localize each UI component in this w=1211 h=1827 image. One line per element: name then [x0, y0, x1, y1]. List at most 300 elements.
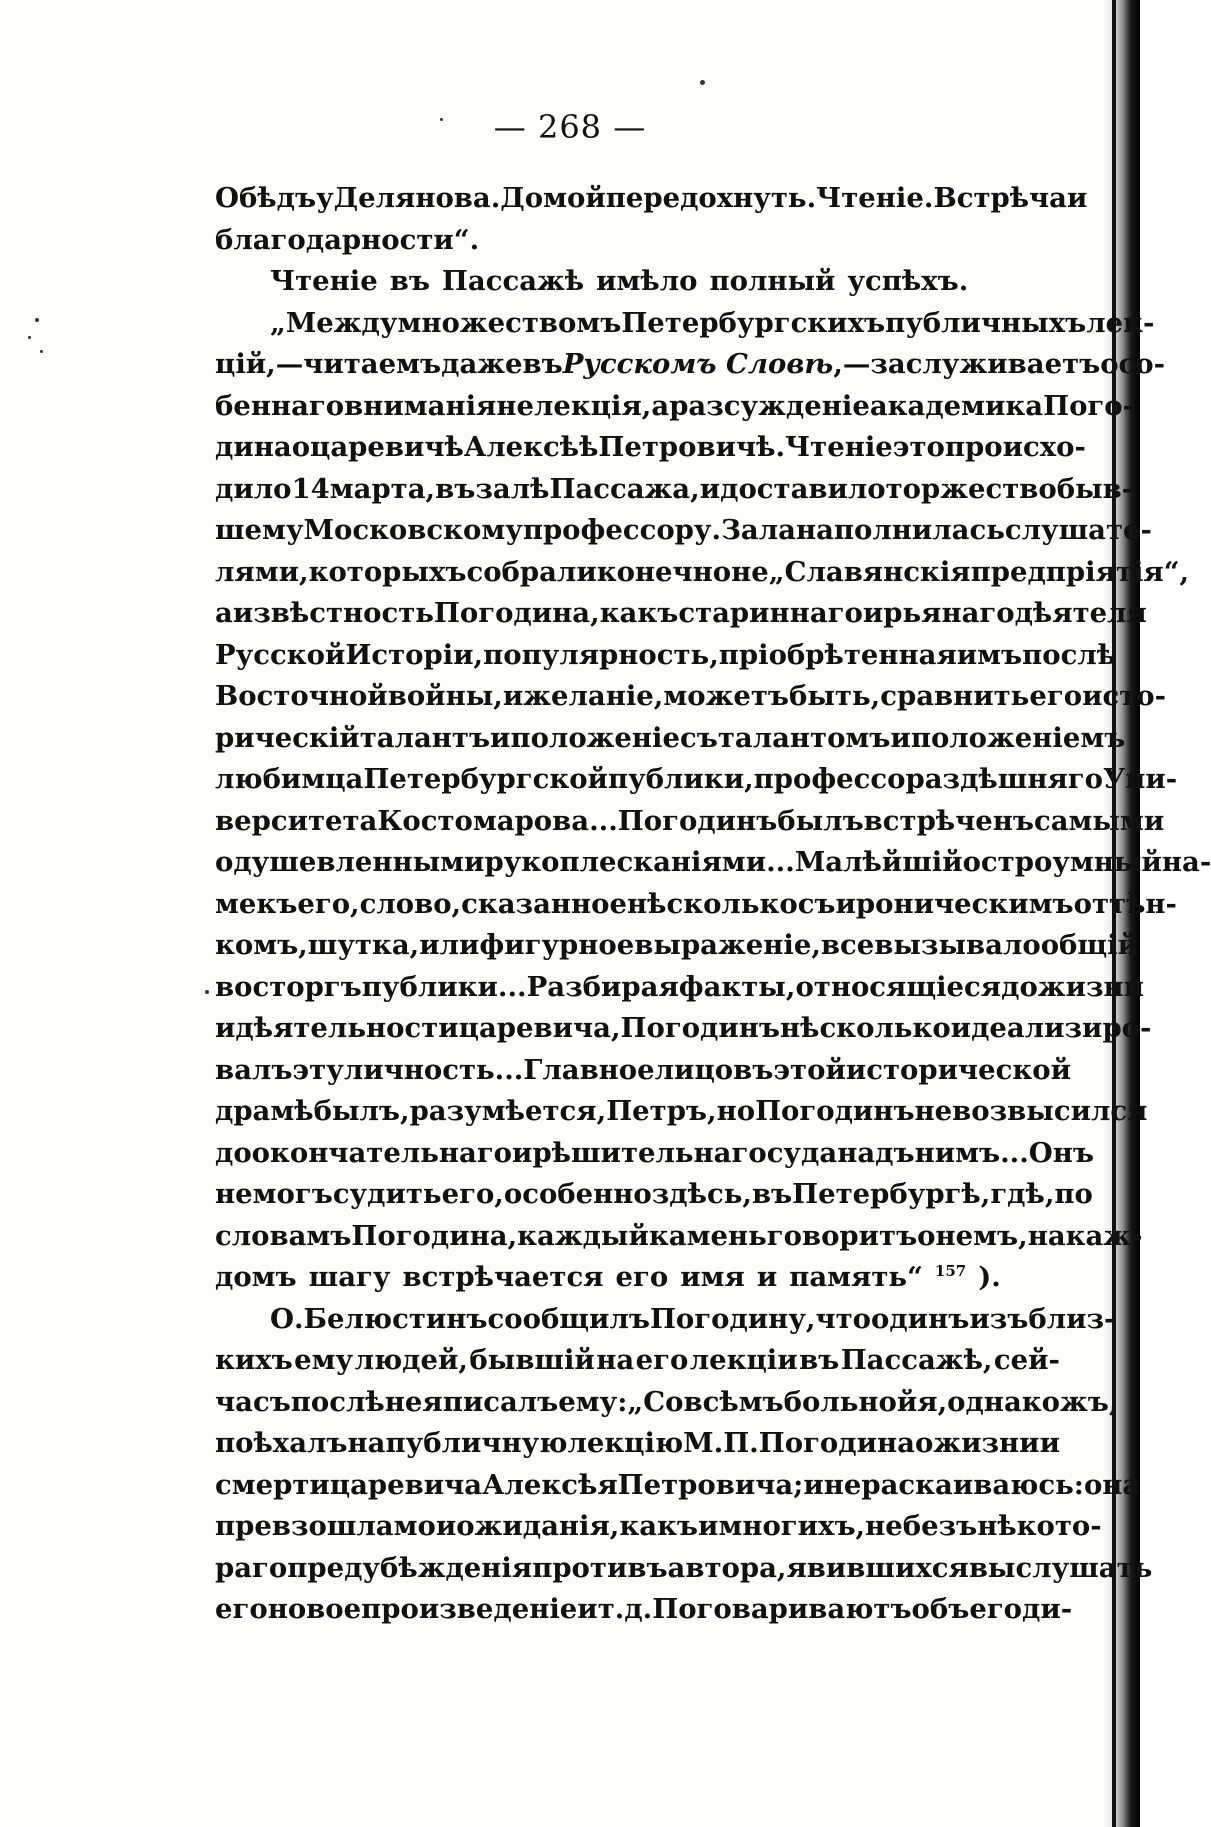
text-line	[215, 718, 1126, 760]
word: у	[316, 182, 334, 214]
word: Исторіи,	[345, 638, 484, 671]
word: на	[347, 1427, 386, 1459]
word: фигурное	[479, 929, 635, 961]
word: Петербургѣ,	[792, 1178, 991, 1210]
word: Домой	[500, 182, 606, 214]
word: надъ	[837, 1136, 915, 1169]
word: популярность,	[483, 638, 719, 671]
word: выраженіе,	[634, 929, 821, 961]
word: и	[803, 1468, 824, 1501]
word: больной	[783, 1385, 918, 1418]
word: любимца	[215, 763, 364, 795]
word: публичныхъ	[885, 306, 1087, 339]
word: лекція,	[533, 389, 652, 422]
word: но	[716, 1095, 756, 1127]
word: лицо	[654, 1053, 734, 1086]
word: о	[914, 1427, 934, 1459]
word: Восточной	[215, 680, 388, 712]
word: немъ,	[935, 1219, 1028, 1252]
word: окончательнаго	[251, 1136, 513, 1169]
word: въ	[435, 472, 476, 505]
word: общій	[1040, 929, 1139, 961]
word: Петербургской	[363, 763, 608, 795]
word: имя	[680, 1261, 745, 1293]
word: о	[917, 1219, 936, 1252]
word: его,	[297, 887, 360, 920]
word: все	[820, 929, 875, 961]
word: исто-	[1082, 680, 1166, 712]
word: съ	[797, 887, 836, 920]
word: и	[502, 680, 524, 712]
text-line	[215, 1423, 1060, 1465]
word: д.	[624, 1593, 653, 1625]
word: сообщилъ	[487, 1302, 650, 1335]
word: стариннаго	[678, 597, 863, 629]
word: публичную	[385, 1427, 568, 1459]
text-line	[215, 1174, 1093, 1216]
word: а	[215, 597, 233, 629]
word: мекъ	[215, 887, 298, 920]
word: здѣшняго	[942, 763, 1103, 795]
word: нѣсколько	[627, 887, 798, 920]
word: Обѣдъ	[215, 182, 317, 214]
text-line	[215, 178, 1088, 220]
word: Погодина,	[433, 597, 600, 629]
word: рѣшительнаго	[532, 1136, 767, 1169]
word: талантомъ	[717, 721, 891, 754]
word: многихъ,	[718, 1510, 866, 1542]
word: встрѣчается	[402, 1261, 604, 1293]
text-line	[215, 427, 1086, 469]
word: происхо-	[944, 431, 1086, 463]
word: Алексѣѣ	[463, 431, 599, 463]
word: факты,	[678, 970, 796, 1003]
text-line	[215, 1257, 1060, 1299]
word: раго	[215, 1551, 288, 1584]
word: дило	[215, 472, 292, 505]
text-line	[215, 759, 1178, 801]
word: и	[862, 597, 884, 629]
word: по	[1054, 1178, 1093, 1210]
word: Погодинъ	[755, 1095, 915, 1127]
word: послѣ	[290, 1385, 385, 1418]
word: Зала	[721, 514, 796, 546]
word: сказанное	[461, 887, 628, 920]
scan-speck	[205, 990, 209, 994]
text-line	[215, 344, 1166, 386]
word: могъ	[252, 1178, 333, 1210]
word: войны,	[387, 680, 503, 712]
word: однакожъ,	[947, 1385, 1119, 1418]
word: П.	[723, 1427, 759, 1459]
word: изъ	[969, 1302, 1029, 1335]
word: ему:	[558, 1385, 628, 1418]
word: Погодина,	[351, 1219, 518, 1252]
word: въ	[389, 265, 430, 297]
word: память“	[789, 1261, 923, 1293]
word: ожиданія,	[456, 1510, 620, 1542]
word: имѣло	[596, 265, 698, 297]
word: лями,	[215, 555, 309, 588]
word: Делянова.	[333, 182, 501, 214]
word: предпріятія“,	[970, 555, 1190, 588]
word: цій,—читаемъ	[215, 348, 442, 380]
word: конечно	[596, 555, 732, 588]
word: каж-	[1065, 1219, 1143, 1252]
word: возвысился	[952, 1095, 1148, 1127]
text-line	[215, 967, 1145, 1009]
word: не	[914, 1095, 953, 1127]
word: безъ	[902, 1510, 978, 1542]
word: публики...	[361, 970, 527, 1003]
word: она	[1083, 1468, 1141, 1501]
word: кихъ	[215, 1344, 293, 1376]
word: лекціи	[689, 1344, 798, 1376]
word: одушевленными	[215, 846, 485, 878]
word: какъ	[619, 1510, 699, 1542]
word: драмѣ	[215, 1095, 314, 1127]
word: нимъ...	[914, 1136, 1029, 1169]
word: шему	[215, 514, 304, 546]
word: Алексѣя	[482, 1468, 618, 1501]
word: въ	[733, 1053, 774, 1086]
word: Петръ,	[606, 1095, 717, 1127]
word: и	[512, 1136, 533, 1169]
word: торжество	[885, 472, 1057, 505]
text-line	[215, 801, 1165, 843]
word: мои	[393, 1510, 457, 1542]
word: превзошла	[215, 1510, 394, 1542]
word: съ	[680, 721, 718, 754]
scan-speck	[35, 318, 39, 322]
word: дѣятельности	[235, 1012, 459, 1044]
word: на	[1027, 1219, 1066, 1252]
word: дѣятеля	[1014, 597, 1147, 629]
word: близ-	[1028, 1302, 1116, 1335]
word: Разбирая	[526, 970, 679, 1003]
word: раскаиваюсь:	[861, 1468, 1084, 1501]
word: залѣ	[475, 472, 550, 505]
word: и	[490, 721, 511, 754]
word: смерти	[215, 1468, 330, 1501]
word: полный	[709, 265, 836, 297]
word: его	[215, 1593, 268, 1625]
word: Малѣйшій	[794, 846, 963, 878]
word: гдѣ,	[990, 1178, 1055, 1210]
text-line	[215, 220, 1060, 262]
word: осо-	[1100, 348, 1166, 380]
word: наполнилась	[795, 514, 1005, 546]
word: даже	[441, 348, 523, 380]
word: пріобрѣтенная	[718, 638, 957, 671]
word: исторической	[845, 1053, 1071, 1086]
text-line	[215, 1216, 1143, 1258]
word: нея	[384, 1385, 443, 1418]
word: поѣхалъ	[215, 1427, 348, 1459]
word: писалъ	[442, 1385, 559, 1418]
word: словамъ	[215, 1219, 352, 1252]
word: жизни	[933, 1427, 1040, 1459]
word: Онъ	[1028, 1136, 1094, 1169]
word: въ	[799, 1344, 840, 1376]
word: желаніе,	[523, 680, 664, 712]
word: О.	[270, 1302, 304, 1335]
word: о	[291, 431, 311, 463]
word: на	[596, 1344, 635, 1376]
text-line	[215, 1465, 1141, 1507]
word: въ	[522, 348, 563, 380]
text-line	[215, 1589, 1073, 1631]
word: самыми	[1033, 804, 1165, 837]
word: встрѣченъ	[863, 804, 1034, 837]
body-text	[215, 178, 1211, 1631]
word: до	[1001, 970, 1038, 1003]
word: и	[756, 1261, 778, 1293]
word: Встрѣча	[933, 182, 1067, 214]
word: не	[496, 389, 534, 422]
word: послѣ	[1022, 638, 1117, 671]
word: беннаго	[215, 389, 345, 422]
word: нѣсколько	[780, 1012, 951, 1044]
word: Чтеніе	[785, 431, 893, 463]
word: профессору.	[522, 514, 722, 546]
word: „Между	[270, 306, 398, 339]
word: Главное	[523, 1053, 655, 1086]
text-line	[215, 676, 1166, 718]
word: рическій	[215, 721, 360, 754]
page-number: — 268 —	[493, 108, 647, 146]
word: противъ	[532, 1551, 668, 1584]
text-line	[215, 635, 1117, 677]
word: слушате-	[1004, 514, 1152, 546]
word: шутка,	[307, 929, 420, 961]
word: можетъ	[663, 680, 790, 712]
word: на-	[1161, 846, 1211, 878]
word: Погодинъ	[617, 804, 778, 837]
word: академика	[869, 389, 1044, 422]
word: суда	[766, 1136, 838, 1169]
word: положеніемъ	[910, 721, 1126, 754]
word: Пассажа,	[549, 472, 700, 505]
word: нѣкото-	[977, 1510, 1102, 1542]
word: Костомарова...	[377, 804, 618, 837]
word: слово,	[359, 887, 462, 920]
word: рьянаго	[883, 597, 1015, 629]
scan-speck	[700, 80, 705, 85]
word: автора,	[667, 1551, 787, 1584]
word: Петровичѣ.	[598, 431, 786, 463]
word: царевича,	[458, 1012, 621, 1044]
word: часъ	[215, 1385, 291, 1418]
word: Уни-	[1102, 763, 1178, 795]
word: публики,	[607, 763, 754, 795]
word: вниманія	[344, 389, 497, 422]
word: произведеніе	[361, 1593, 578, 1625]
word: Погодинъ	[620, 1012, 780, 1044]
word: и	[890, 721, 911, 754]
word: Пого-	[1043, 389, 1135, 422]
word: царевичѣ	[310, 431, 464, 463]
word: и	[577, 1593, 598, 1625]
word: валъ	[215, 1053, 293, 1086]
word: что	[815, 1302, 872, 1335]
word: Чтеніе.	[816, 182, 934, 214]
word: благодарности“.	[215, 223, 480, 256]
word: личность...	[343, 1053, 524, 1086]
word: и	[698, 1510, 719, 1542]
text-line	[215, 1133, 1094, 1175]
word: собрали	[466, 555, 597, 588]
word: М.	[683, 1427, 724, 1459]
word: явившихся	[786, 1551, 969, 1584]
word: Чтеніе	[270, 265, 378, 297]
word: относящіеся	[795, 970, 1002, 1003]
word: сравнить	[880, 680, 1030, 712]
word: „Славянскія	[768, 555, 971, 588]
word: его	[635, 1344, 689, 1376]
word: множествомъ	[397, 306, 622, 339]
text-line	[215, 469, 1134, 511]
word: камень	[648, 1219, 767, 1252]
word: вызывало	[874, 929, 1041, 961]
word: не	[865, 1510, 903, 1542]
word: быв-	[1056, 472, 1134, 505]
word: въ	[751, 1178, 793, 1210]
text-line	[215, 1008, 1152, 1050]
scan-speck	[28, 336, 31, 339]
word: имъ	[956, 638, 1023, 671]
word: Пассажѣ,	[840, 1344, 993, 1376]
word: передохнуть.	[605, 182, 817, 214]
text-line	[215, 552, 1190, 594]
word: объ	[911, 1593, 970, 1625]
word: восторгъ	[215, 970, 362, 1003]
word: Московскому	[303, 514, 523, 546]
word: ему	[294, 1344, 354, 1376]
word: ).	[978, 1261, 1001, 1293]
word: и	[215, 1012, 236, 1044]
word: этой	[773, 1053, 846, 1086]
word: остроумный	[962, 846, 1162, 878]
word: царевича	[329, 1468, 483, 1501]
word: выслушать	[968, 1551, 1153, 1584]
scan-speck	[40, 350, 43, 353]
word: былъ	[777, 804, 864, 837]
word: разумѣется,	[409, 1095, 607, 1127]
word: которыхъ	[308, 555, 467, 588]
word: судить	[332, 1178, 442, 1210]
word: говоритъ	[766, 1219, 918, 1252]
word: особенно	[503, 1178, 652, 1210]
word: Петровича;	[617, 1468, 804, 1501]
word: его	[1029, 680, 1083, 712]
text-line	[215, 925, 1139, 967]
text-line	[215, 1091, 1148, 1133]
word: ди-	[1022, 1593, 1073, 1625]
word: а	[651, 389, 670, 422]
word: каждый	[517, 1219, 649, 1252]
word: Белюстинъ	[303, 1302, 488, 1335]
word: Поговариваютъ	[652, 1593, 912, 1625]
word: домъ	[215, 1261, 297, 1293]
word: былъ,	[313, 1095, 410, 1127]
word: сей-	[993, 1344, 1060, 1376]
word: какъ	[599, 597, 679, 629]
text-line	[215, 510, 1152, 552]
word: оттѣн-	[1073, 887, 1177, 920]
word: разсужденіе	[669, 389, 870, 422]
text-line	[215, 261, 1060, 303]
word: не	[731, 555, 769, 588]
word: я,	[917, 1385, 948, 1418]
word: это	[892, 431, 945, 463]
text-line	[215, 386, 1135, 428]
text-line	[215, 1050, 1071, 1092]
text-line	[215, 842, 1211, 884]
word: успѣхъ.	[847, 265, 969, 297]
word: Петербургскихъ	[621, 306, 886, 339]
word: лек-	[1086, 306, 1155, 339]
word: Русскомъ Словѣ,—заслуживаетъ	[562, 348, 1101, 380]
word: извѣстность	[232, 597, 434, 629]
word: одинъ	[871, 1302, 970, 1335]
text-line	[215, 303, 1155, 345]
text-line	[215, 1548, 1153, 1590]
word: „Совсѣмъ	[627, 1385, 784, 1418]
word: марта,	[329, 472, 436, 505]
word: 14	[291, 472, 330, 505]
word: эту	[292, 1053, 344, 1086]
text-line	[215, 1340, 1060, 1382]
word: Русской	[215, 638, 346, 671]
word: профессора	[753, 763, 943, 795]
word: дина	[215, 431, 292, 463]
word: быть,	[789, 680, 881, 712]
text-line	[215, 884, 1177, 926]
word: талантъ	[359, 721, 491, 754]
word: рукоплесканіями...	[484, 846, 795, 878]
word: и	[1067, 182, 1088, 214]
text-line	[215, 1382, 1119, 1424]
word: его,	[441, 1178, 504, 1210]
word: или	[419, 929, 480, 961]
text-line	[215, 593, 1147, 635]
word: верситета	[215, 804, 378, 837]
word: предубѣжденія	[287, 1551, 533, 1584]
word: положеніе	[510, 721, 680, 754]
word: шагу	[308, 1261, 391, 1293]
word: ироническимъ	[835, 887, 1074, 920]
word: бывшій	[469, 1344, 595, 1376]
word: и	[1039, 1427, 1060, 1459]
word: жизни	[1037, 970, 1145, 1003]
footnote-group: 157 ).	[935, 1257, 1001, 1299]
word: его	[615, 1261, 669, 1293]
word: его	[969, 1593, 1023, 1625]
word: здѣсь,	[651, 1178, 752, 1210]
word: Пассажѣ	[441, 265, 585, 297]
word: новое	[267, 1593, 362, 1625]
word: идеализиро-	[950, 1012, 1152, 1044]
word: Погодина	[758, 1427, 915, 1459]
word: комъ,	[215, 929, 308, 961]
word: не	[823, 1468, 862, 1501]
text-line	[215, 1506, 1102, 1548]
word: доставило	[720, 472, 886, 505]
word: т.	[597, 1593, 625, 1625]
word: людей,	[354, 1344, 468, 1376]
word: лекцію	[567, 1427, 684, 1459]
